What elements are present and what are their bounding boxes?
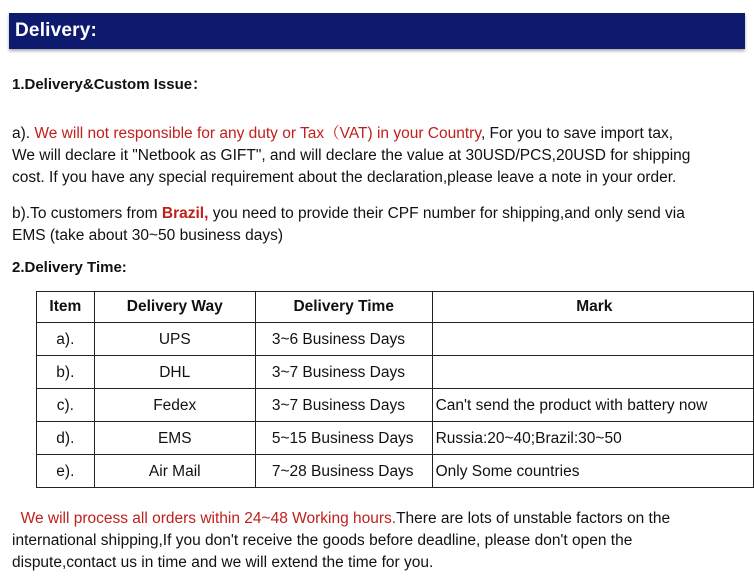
cell-item: a).	[37, 323, 95, 356]
paragraph-b-brazil: Brazil,	[161, 205, 209, 222]
cell-item: b).	[37, 356, 95, 389]
cell-delivery-way: UPS	[94, 323, 255, 356]
header-item: Item	[37, 292, 95, 323]
paragraph-b-line1	[12, 203, 747, 225]
footer-line2: international shipping,If you don't receive the goods before deadline, please don't open the	[12, 532, 633, 549]
cell-delivery-time: 3~6 Business Days	[255, 323, 432, 356]
cell-mark	[432, 356, 753, 389]
paragraph-a-line1-rest: , For you to save import tax,	[480, 125, 674, 142]
paragraph-a-line2: We will declare it "Netbook as GIFT", and will declare the value at 30USD/PCS,20USD for shipping	[12, 147, 691, 164]
delivery-time-table	[36, 291, 754, 488]
header-title: Delivery:	[15, 20, 98, 41]
paragraph-a	[12, 123, 747, 189]
cell-delivery-time: 5~15 Business Days	[255, 422, 432, 455]
header-mark: Mark	[432, 292, 753, 323]
paragraph-b-prefix: b).To customers from	[12, 205, 162, 222]
cell-mark	[432, 323, 753, 356]
cell-delivery-time: 7~28 Business Days	[255, 455, 432, 488]
paragraph-b-line2: EMS (take about 30~50 business days)	[12, 227, 283, 244]
section1-title: 1.Delivery&Custom Issue：	[12, 76, 208, 93]
cell-mark: Can't send the product with battery now	[432, 389, 753, 422]
table-row	[37, 455, 754, 488]
paragraph-a-line3: cost. If you have any special requirement about the declaration,please leave a note in your order.	[12, 169, 677, 186]
cell-delivery-way: Fedex	[94, 389, 255, 422]
cell-mark: Russia:20~40;Brazil:30~50	[432, 422, 753, 455]
cell-delivery-time: 3~7 Business Days	[255, 389, 432, 422]
paragraph-a-red-text: We will not responsible for any duty or Tax（VAT) in your Country	[34, 125, 481, 142]
cell-delivery-time: 3~7 Business Days	[255, 356, 432, 389]
footer-red-text: We will process all orders within 24~48 Working hours.	[20, 510, 397, 527]
cell-delivery-way: DHL	[94, 356, 255, 389]
paragraph-a-line1	[12, 123, 747, 145]
table-row	[37, 323, 754, 356]
header-delivery-time: Delivery Time	[255, 292, 432, 323]
paragraph-b-line1-rest: you need to provide their CPF number for shipping,and only send via	[208, 205, 685, 222]
cell-item: d).	[37, 422, 95, 455]
table-row	[37, 389, 754, 422]
header-bar	[9, 13, 745, 49]
header-delivery-way: Delivery Way	[94, 292, 255, 323]
table-header-row	[37, 292, 754, 323]
cell-delivery-way: EMS	[94, 422, 255, 455]
paragraph-a-prefix: a).	[12, 125, 35, 142]
section2-title: 2.Delivery Time:	[12, 259, 127, 276]
footer-line3: dispute,contact us in time and we will extend the time for you.	[12, 554, 434, 571]
cell-delivery-way: Air Mail	[94, 455, 255, 488]
cell-item: c).	[37, 389, 95, 422]
footer-line1	[12, 508, 747, 530]
footer-line1-rest: There are lots of unstable factors on the	[396, 510, 671, 527]
cell-item: e).	[37, 455, 95, 488]
table-row	[37, 356, 754, 389]
footer-paragraph	[12, 508, 747, 574]
cell-mark: Only Some countries	[432, 455, 753, 488]
table-row	[37, 422, 754, 455]
paragraph-b	[12, 203, 747, 247]
